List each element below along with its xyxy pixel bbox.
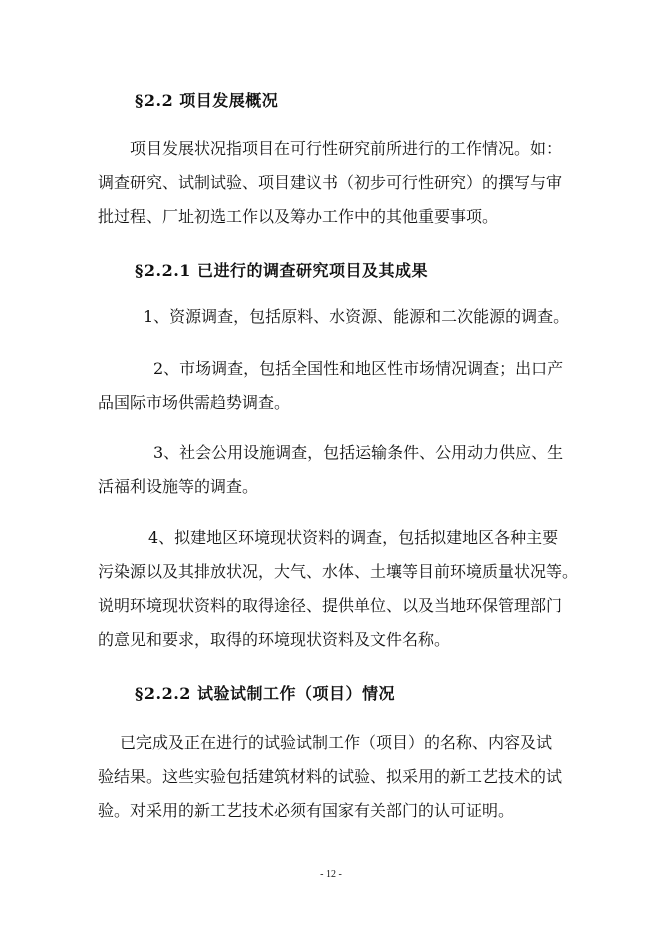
paragraph-line: 验。对采用的新工艺技术必须有国家有关部门的认可证明。 bbox=[98, 801, 515, 820]
section-2-2-heading: §2.2 项目发展概况 bbox=[135, 91, 279, 110]
paragraph-line: 调查研究、试制试验、项目建议书（初步可行性研究）的撰写与审 bbox=[98, 173, 563, 192]
survey-item-2 bbox=[98, 352, 564, 420]
survey-item-3 bbox=[98, 436, 564, 504]
page-number: - 12 - bbox=[320, 869, 342, 880]
paragraph-line: 活福利设施等的调查。 bbox=[98, 477, 259, 496]
section-2-2-1-heading: §2.2.1 已进行的调查研究项目及其成果 bbox=[135, 261, 428, 280]
section-2-2-2-heading: §2.2.2 试验试制工作（项目）情况 bbox=[135, 684, 395, 703]
survey-item-1 bbox=[98, 300, 570, 334]
paragraph-line: 已完成及正在进行的试验试制工作（项目）的名称、内容及试 bbox=[120, 733, 553, 752]
paragraph-line: 的意见和要求，取得的环境现状资料及文件名称。 bbox=[98, 630, 451, 649]
paragraph-line: 3、社会公用设施调查，包括运输条件、公用动力供应、生 bbox=[153, 443, 564, 462]
survey-item-4 bbox=[98, 521, 579, 657]
paragraph-line: 验结果。这些实验包括建筑材料的试验、拟采用的新工艺技术的试 bbox=[98, 767, 563, 786]
paragraph-line: 2、市场调查，包括全国性和地区性市场情况调查；出口产 bbox=[153, 359, 564, 378]
paragraph-line: 品国际市场供需趋势调查。 bbox=[98, 393, 291, 412]
paragraph-line: 1、资源调查，包括原料、水资源、能源和二次能源的调查。 bbox=[143, 307, 570, 326]
paragraph-line: 说明环境现状资料的取得途径、提供单位、以及当地环保管理部门 bbox=[98, 596, 563, 615]
paragraph-line: 4、拟建地区环境现状资料的调查，包括拟建地区各种主要 bbox=[148, 528, 559, 547]
section-2-2-2-paragraph bbox=[98, 726, 563, 828]
paragraph-line: 项目发展状况指项目在可行性研究前所进行的工作情况。如： bbox=[130, 139, 563, 158]
paragraph-line: 批过程、厂址初选工作以及筹办工作中的其他重要事项。 bbox=[98, 207, 499, 226]
paragraph-line: 污染源以及其排放状况，大气、水体、土壤等目前环境质量状况等。 bbox=[98, 562, 579, 581]
section-2-2-paragraph bbox=[98, 132, 563, 234]
